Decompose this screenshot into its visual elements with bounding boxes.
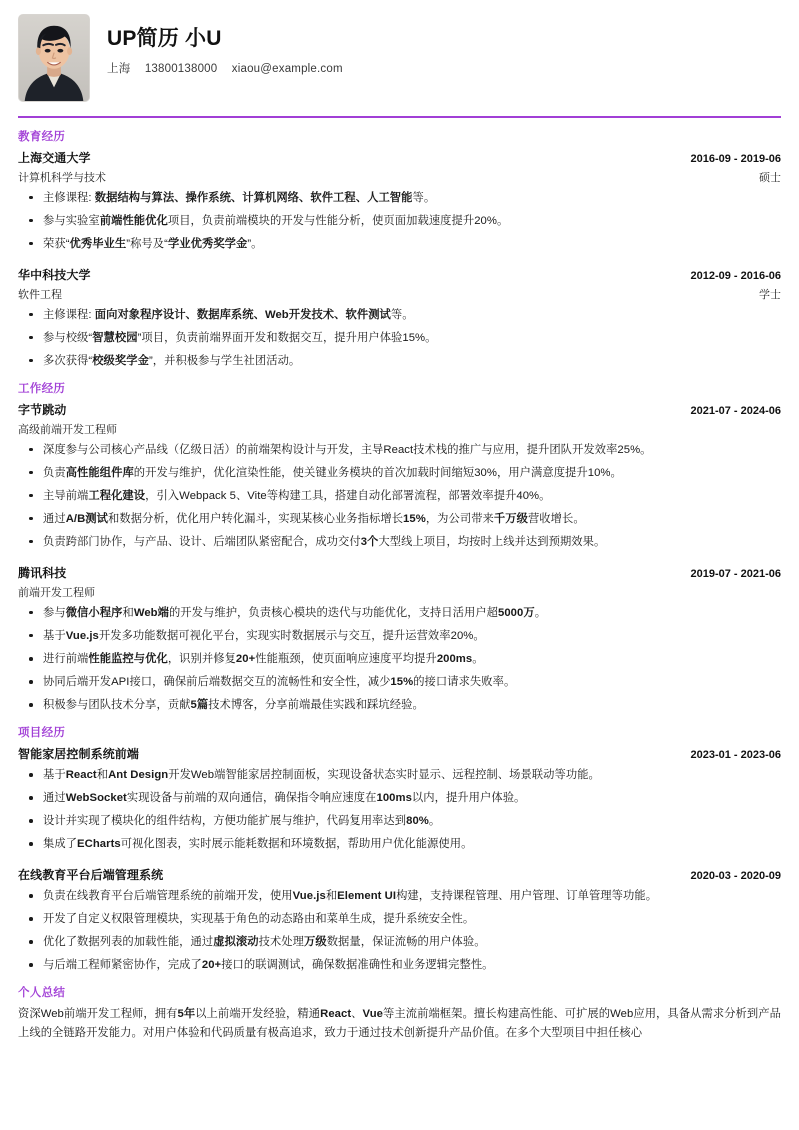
bullet-item: 参与微信小程序和Web端的开发与维护，负责核心模块的迭代与功能优化，支持日活用户超5000万。 [18, 605, 781, 621]
project-name: 智能家居控制系统前端 [18, 747, 140, 762]
entry-header-row [18, 866, 781, 883]
section-work-experience [18, 380, 781, 713]
education-bullets [18, 190, 781, 252]
bullet-item: 积极参与团队技术分享，贡献5篇技术博客，分享前端最佳实践和踩坑经验。 [18, 697, 781, 713]
project-name: 在线教育平台后端管理系统 [18, 868, 164, 883]
bullet-item: 集成了ECharts可视化图表，实时展示能耗数据和环境数据，帮助用户优化能源使用。 [18, 836, 781, 852]
contact-location: 上海 [107, 63, 131, 76]
company-name: 腾讯科技 [18, 565, 67, 580]
profile-photo [18, 14, 90, 102]
bullet-item: 协同后端开发API接口，确保前后端数据交互的流畅性和安全性，减少15%的接口请求失败率。 [18, 674, 781, 690]
work-date: 2019-07 - 2021-06 [690, 567, 781, 580]
work-bullets [18, 442, 781, 550]
bullet-item: 进行前端性能监控与优化，识别并修复20+性能瓶颈，使页面响应速度平均提升200ms。 [18, 651, 781, 667]
education-entry [18, 266, 781, 369]
identity-block [107, 14, 343, 76]
education-date: 2012-09 - 2016-06 [690, 269, 781, 282]
section-title-education: 教育经历 [18, 130, 66, 143]
bullet-item: 深度参与公司核心产品线（亿级日活）的前端架构设计与开发，主导React技术栈的推广与应用，提升团队开发效率25%。 [18, 442, 781, 458]
education-entry [18, 149, 781, 252]
entry-header-row [18, 564, 781, 581]
contact-email: xiaou@example.com [231, 63, 343, 76]
work-entry [18, 564, 781, 713]
school-name: 上海交通大学 [18, 150, 91, 165]
bullet-item: 基于Vue.js开发多功能数据可视化平台，实现实时数据展示与交互，提升运营效率20%。 [18, 628, 781, 644]
bullet-item: 与后端工程师紧密协作，完成了20+接口的联调测试，确保数据准确性和业务逻辑完整性。 [18, 957, 781, 973]
major: 计算机科学与技术 [18, 171, 106, 184]
header-divider [18, 116, 781, 118]
bullet-item: 基于React和Ant Design开发Web端智能家居控制面板，实现设备状态实时显示、远程控制、场景联动等功能。 [18, 767, 781, 783]
work-entry [18, 401, 781, 550]
entry-header-row [18, 149, 781, 166]
school-name: 华中科技大学 [18, 267, 91, 282]
contact-phone: 13800138000 [144, 63, 218, 76]
bullet-item: 负责在线教育平台后端管理系统的前端开发，使用Vue.js和Element UI构建，支持课程管理、用户管理、订单管理等功能。 [18, 888, 781, 904]
project-date: 2023-01 - 2023-06 [690, 749, 781, 762]
bullet-item: 主修课程: 数据结构与算法、操作系统、计算机网络、软件工程、人工智能等。 [18, 190, 781, 206]
resume-header [18, 14, 781, 116]
bullet-item: 优化了数据列表的加载性能，通过虚拟滚动技术处理万级数据量，保证流畅的用户体验。 [18, 934, 781, 950]
degree: 硕士 [759, 171, 781, 184]
education-date: 2016-09 - 2019-06 [690, 152, 781, 165]
project-entry [18, 866, 781, 973]
project-bullets [18, 767, 781, 852]
page-title: UP简历 小U [107, 27, 222, 50]
project-date: 2020-03 - 2020-09 [690, 870, 781, 883]
section-title-projects: 项目经历 [18, 727, 66, 740]
entry-header-row [18, 266, 781, 283]
major: 软件工程 [18, 288, 62, 301]
education-bullets [18, 307, 781, 369]
job-role: 高级前端开发工程师 [18, 423, 117, 436]
bullet-item: 主修课程: 面向对象程序设计、数据库系统、Web开发技术、软件测试等。 [18, 307, 781, 323]
project-entry [18, 745, 781, 852]
job-role: 前端开发工程师 [18, 586, 95, 599]
work-date: 2021-07 - 2024-06 [690, 404, 781, 417]
company-name: 字节跳动 [18, 402, 67, 417]
bullet-item: 参与实验室前端性能优化项目，负责前端模块的开发与性能分析，使页面加载速度提升20%。 [18, 213, 781, 229]
degree: 学士 [759, 288, 781, 301]
bullet-item: 负责高性能组件库的开发与维护，优化渲染性能，使关键业务模块的首次加载时间缩短30%，用户满意度提升10%。 [18, 465, 781, 481]
summary-body: 资深Web前端开发工程师，拥有5年以上前端开发经验，精通React、Vue等主流前端框架。擅长构建高性能、可扩展的Web应用，具备从需求分析到产品上线的全链路开发能力。对用户体验和代码质量有极高追求，致力于通过技术创新提升产品价值。在多个大型项目中担任核心 [18, 1008, 781, 1039]
section-projects [18, 724, 781, 973]
work-bullets [18, 605, 781, 713]
bullet-item: 设计并实现了模块化的组件结构，方便功能扩展与维护，代码复用率达到80%。 [18, 813, 781, 829]
bullet-item: 开发了自定义权限管理模块，实现基于角色的动态路由和菜单生成，提升系统安全性。 [18, 911, 781, 927]
entry-sub-row [18, 283, 781, 302]
section-education [18, 128, 781, 369]
bullet-item: 通过WebSocket实现设备与前端的双向通信，确保指令响应速度在100ms以内，提升用户体验。 [18, 790, 781, 806]
bullet-item: 主导前端工程化建设，引入Webpack 5、Vite等构建工具，搭建自动化部署流程，部署效率提升40%。 [18, 488, 781, 504]
section-title-summary: 个人总结 [18, 987, 66, 1000]
section-summary [18, 984, 781, 1042]
bullet-item: 负责跨部门协作，与产品、设计、后端团队紧密配合，成功交付3个大型线上项目，均按时上线并达到预期效果。 [18, 534, 781, 550]
bullet-item: 通过A/B测试和数据分析，优化用户转化漏斗，实现某核心业务指标增长15%，为公司带来千万级营收增长。 [18, 511, 781, 527]
entry-header-row [18, 745, 781, 762]
section-title-work: 工作经历 [18, 382, 66, 395]
entry-sub-row [18, 166, 781, 185]
project-bullets [18, 888, 781, 973]
bullet-item: 参与校级“智慧校园”项目，负责前端界面开发和数据交互，提升用户体验15%。 [18, 330, 781, 346]
bullet-item: 多次获得“校级奖学金”，并积极参与学生社团活动。 [18, 353, 781, 369]
entry-header-row [18, 401, 781, 418]
contact-line [107, 60, 343, 76]
bullet-item: 荣获“优秀毕业生”称号及“学业优秀奖学金”。 [18, 236, 781, 252]
